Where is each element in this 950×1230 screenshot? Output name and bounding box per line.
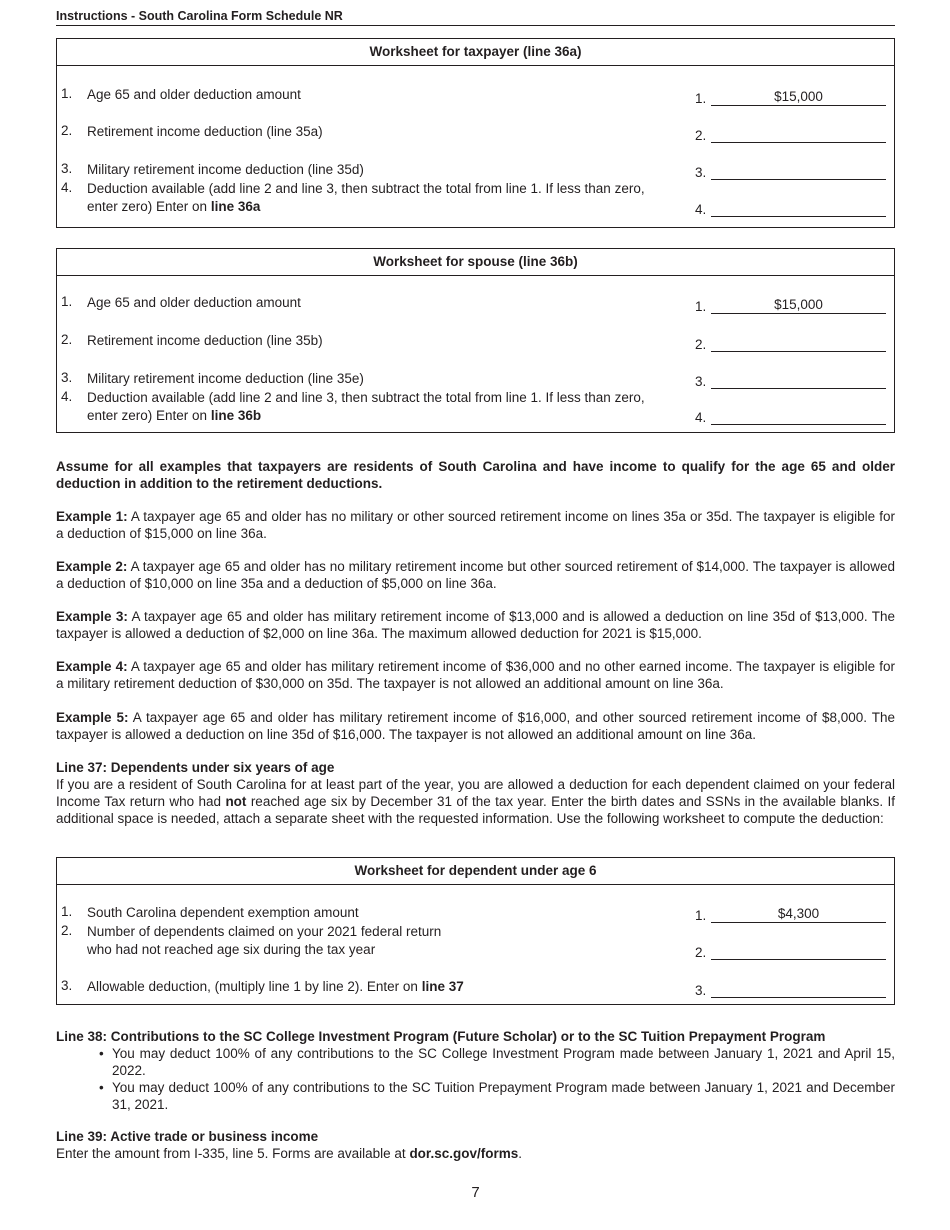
worksheet-dependent bbox=[56, 857, 895, 1005]
worksheet-title: Worksheet for spouse (line 36b) bbox=[57, 249, 894, 276]
worksheet-title: Worksheet for taxpayer (line 36a) bbox=[57, 39, 894, 66]
line-text: Deduction available (add line 2 and line 3, then subtract the total from line 1. If less than zero, enter zero) Enter on line 36b bbox=[87, 390, 645, 423]
list-item: • You may deduct 100% of any contributions to the SC College Investment Program made between January 1, 2021 and April 15, 2022. bbox=[112, 1045, 895, 1079]
worksheet-taxpayer bbox=[56, 38, 895, 228]
line-text: Age 65 and older deduction amount bbox=[87, 87, 301, 102]
line-number: 2. bbox=[61, 332, 73, 347]
line37-heading: Line 37: Dependents under six years of age bbox=[56, 760, 335, 775]
answer-number: 2. bbox=[695, 945, 707, 960]
line38-heading: Line 38: Contributions to the SC College Investment Program (Future Scholar) or to the SC Tuition Prepayment Program bbox=[56, 1029, 826, 1044]
answer-field-2[interactable] bbox=[695, 334, 890, 352]
answer-field-4[interactable] bbox=[695, 407, 890, 425]
answer-field-2[interactable] bbox=[695, 942, 890, 960]
answer-value bbox=[711, 163, 886, 180]
answer-field-1[interactable] bbox=[695, 905, 890, 923]
line38-bullets bbox=[56, 1045, 895, 1113]
line-number: 4. bbox=[61, 389, 73, 404]
line-number: 1. bbox=[61, 904, 73, 919]
page-number: 7 bbox=[471, 1184, 480, 1201]
example-3: Example 3: A taxpayer age 65 and older has military retirement income of $13,000 and is allowed a deduction on line 35d of $13,000. The taxpayer is allowed a deduction of $2,000 on line 36a. The maximum allowed deduction for 2021 is $15,000. bbox=[56, 609, 895, 641]
answer-value bbox=[711, 335, 886, 352]
worksheet-spouse bbox=[56, 248, 895, 433]
answer-number: 3. bbox=[695, 374, 707, 389]
answer-field-4[interactable] bbox=[695, 199, 890, 217]
line-text: Deduction available (add line 2 and line 3, then subtract the total from line 1. If less than zero, enter zero) Enter on line 36a bbox=[87, 181, 645, 214]
assumption-note: Assume for all examples that taxpayers are residents of South Carolina and have income to qualify for the age 65 and older deduction in addition to the retirement deductions. bbox=[56, 459, 895, 491]
example-4: Example 4: A taxpayer age 65 and older has military retirement income of $36,000 and no other earned income. The taxpayer is eligible for a military retirement deduction of $30,000 on 35d. The taxpayer is not allowed an additional amount on line 36a. bbox=[56, 659, 895, 691]
line-text: Number of dependents claimed on your 2021 federal return who had not reached age six during the tax year bbox=[87, 924, 442, 957]
line-number: 3. bbox=[61, 161, 73, 176]
line-text: Retirement income deduction (line 35a) bbox=[87, 124, 323, 139]
page-header: Instructions - South Carolina Form Schedule NR bbox=[56, 9, 895, 26]
forms-link[interactable]: dor.sc.gov/forms bbox=[409, 1146, 519, 1161]
answer-value bbox=[711, 372, 886, 389]
example-1: Example 1: A taxpayer age 65 and older has no military or other sourced retirement income on lines 35a or 35d. The taxpayer is eligible for a deduction of $15,000 on line 36a. bbox=[56, 509, 895, 541]
line-text: Retirement income deduction (line 35b) bbox=[87, 333, 323, 348]
answer-field-3[interactable] bbox=[695, 371, 890, 389]
answer-field-3[interactable] bbox=[695, 980, 890, 998]
answer-value bbox=[711, 126, 886, 143]
line-number: 3. bbox=[61, 370, 73, 385]
list-item: • You may deduct 100% of any contributions to the SC Tuition Prepayment Program made between January 1, 2021 and December 31, 2021. bbox=[112, 1079, 895, 1113]
answer-number: 1. bbox=[695, 91, 707, 106]
answer-value bbox=[711, 981, 886, 998]
answer-number: 1. bbox=[695, 908, 707, 923]
answer-value: $4,300 bbox=[711, 906, 886, 923]
example-5: Example 5: A taxpayer age 65 and older has military retirement income of $16,000, and other sourced retirement income of $8,000. The taxpayer is allowed a deduction on line 35d of $16,000. The taxpayer is not allowed an additional amount on line 36a. bbox=[56, 710, 895, 742]
line-number: 2. bbox=[61, 123, 73, 138]
line-text: Allowable deduction, (multiply line 1 by line 2). Enter on line 37 bbox=[87, 979, 464, 994]
line-number: 2. bbox=[61, 923, 73, 938]
answer-field-1[interactable] bbox=[695, 88, 890, 106]
line39-text: Enter the amount from I-335, line 5. Forms are available at dor.sc.gov/forms. bbox=[56, 1146, 522, 1161]
answer-number: 4. bbox=[695, 410, 707, 425]
line39-heading: Line 39: Active trade or business income bbox=[56, 1129, 319, 1144]
answer-value bbox=[711, 408, 886, 425]
answer-number: 3. bbox=[695, 983, 707, 998]
line-number: 3. bbox=[61, 978, 73, 993]
answer-value: $15,000 bbox=[711, 89, 886, 106]
answer-field-3[interactable] bbox=[695, 162, 890, 180]
answer-value bbox=[711, 943, 886, 960]
answer-field-1[interactable] bbox=[695, 296, 890, 314]
answer-number: 4. bbox=[695, 202, 707, 217]
answer-value: $15,000 bbox=[711, 297, 886, 314]
example-2: Example 2: A taxpayer age 65 and older has no military retirement income but other sourced retirement of $14,000. The taxpayer is allowed a deduction of $10,000 on line 35a and a deduction of $5,000 on line 36a. bbox=[56, 559, 895, 591]
worksheet-title: Worksheet for dependent under age 6 bbox=[57, 858, 894, 885]
answer-number: 1. bbox=[695, 299, 707, 314]
line-number: 1. bbox=[61, 86, 73, 101]
answer-number: 2. bbox=[695, 337, 707, 352]
line37-text: If you are a resident of South Carolina for at least part of the year, you are allowed a deduction for each dependent claimed on your federal Income Tax return who had not reached age six by December 31 of the tax year. Enter the birth dates and SSNs in the available blanks. If additional space is needed, attach a separate sheet with the requested information. Use the following worksheet to compute the deduction: bbox=[56, 777, 895, 826]
answer-value bbox=[711, 200, 886, 217]
line-number: 4. bbox=[61, 180, 73, 195]
line-text: South Carolina dependent exemption amount bbox=[87, 905, 359, 920]
line-text: Military retirement income deduction (line 35d) bbox=[87, 162, 364, 177]
answer-number: 3. bbox=[695, 165, 707, 180]
line-number: 1. bbox=[61, 294, 73, 309]
line-text: Age 65 and older deduction amount bbox=[87, 295, 301, 310]
answer-number: 2. bbox=[695, 128, 707, 143]
answer-field-2[interactable] bbox=[695, 125, 890, 143]
line-text: Military retirement income deduction (line 35e) bbox=[87, 371, 364, 386]
